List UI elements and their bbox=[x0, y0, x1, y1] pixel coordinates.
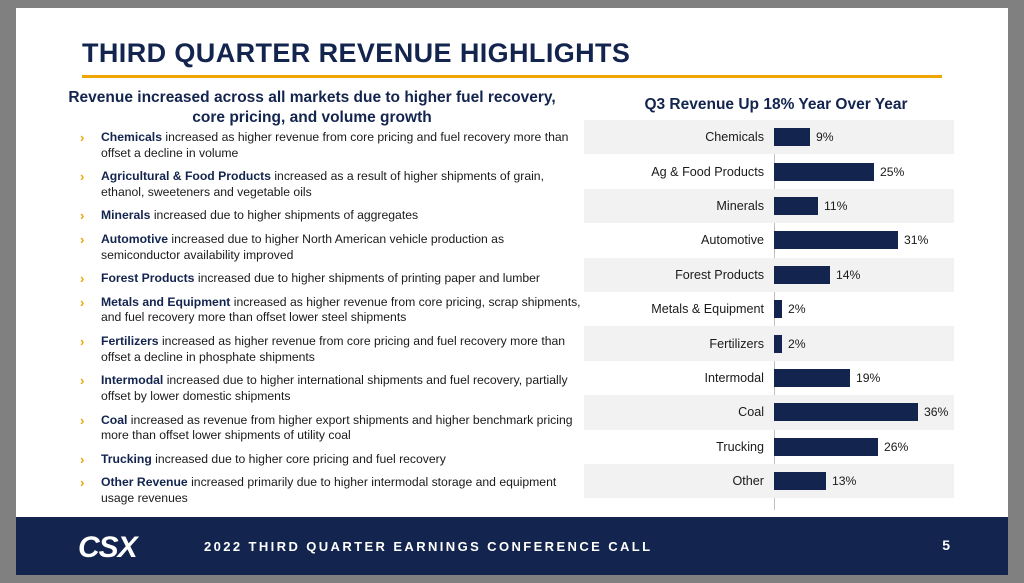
chart-value-label: 2% bbox=[788, 336, 806, 351]
list-item bbox=[74, 452, 584, 468]
footer-background-right bbox=[856, 517, 1008, 575]
chart-row bbox=[584, 361, 954, 395]
chart-row bbox=[584, 120, 954, 154]
chart-row bbox=[584, 395, 954, 429]
list-item-text: increased as a result of higher shipments of grain, ethanol, sweeteners and vegetable oils bbox=[101, 169, 544, 199]
chart-category-label: Automotive bbox=[701, 233, 764, 248]
chart-bar bbox=[774, 300, 782, 318]
chevron-right-icon: › bbox=[80, 373, 85, 389]
chart-title: Q3 Revenue Up 18% Year Over Year bbox=[644, 96, 908, 113]
chart-bar bbox=[774, 369, 850, 387]
highlights-list bbox=[74, 130, 584, 515]
list-item bbox=[74, 475, 584, 506]
slide bbox=[16, 8, 1008, 575]
chart-bar-area bbox=[774, 154, 954, 188]
chart-bar-area bbox=[774, 326, 954, 360]
chevron-right-icon: › bbox=[80, 475, 85, 491]
chart-row bbox=[584, 154, 954, 188]
list-item-text: increased due to higher shipments of printing paper and lumber bbox=[194, 271, 540, 286]
chevron-right-icon: › bbox=[80, 130, 85, 145]
list-item bbox=[74, 271, 584, 287]
chart-bar bbox=[774, 128, 810, 146]
list-item-text: increased as higher revenue from core pricing and fuel recovery more than offset a decline in volume bbox=[101, 130, 569, 160]
chart-bar bbox=[774, 403, 918, 421]
list-item bbox=[74, 373, 584, 404]
chart-row bbox=[584, 223, 954, 257]
chevron-right-icon: › bbox=[80, 294, 85, 310]
title-divider bbox=[82, 75, 942, 78]
chart-bar-area bbox=[774, 292, 954, 326]
left-column-heading: Revenue increased across all markets due to higher fuel recovery, core pricing, and volume growth bbox=[68, 89, 556, 127]
list-item-term: Coal bbox=[101, 412, 128, 427]
chart-category-label: Other bbox=[732, 474, 764, 489]
chart-bar-area bbox=[774, 430, 954, 464]
slide-footer bbox=[16, 517, 1008, 575]
chart-bar bbox=[774, 438, 878, 456]
list-item-term: Intermodal bbox=[101, 373, 164, 388]
footer-label: 2022 THIRD QUARTER EARNINGS CONFERENCE CALL bbox=[204, 539, 653, 554]
chart-rows bbox=[584, 120, 954, 498]
chart-bar-area bbox=[774, 223, 954, 257]
chart-value-label: 26% bbox=[884, 439, 909, 454]
chevron-right-icon: › bbox=[80, 271, 85, 287]
list-item-term: Other Revenue bbox=[101, 475, 188, 490]
list-item-term: Chemicals bbox=[101, 130, 162, 144]
list-item bbox=[74, 208, 584, 224]
chart-bar bbox=[774, 335, 782, 353]
list-item-term: Metals and Equipment bbox=[101, 294, 231, 309]
list-item bbox=[74, 169, 584, 200]
chart-row bbox=[584, 292, 954, 326]
list-item-term: Forest Products bbox=[101, 271, 195, 286]
chart-value-label: 19% bbox=[856, 370, 881, 385]
chart-bar bbox=[774, 472, 826, 490]
chart-value-label: 25% bbox=[880, 164, 905, 179]
list-item-text: increased as higher revenue from core pricing and fuel recovery more than offset a decline in phosphate shipments bbox=[101, 334, 566, 364]
chart-row bbox=[584, 464, 954, 498]
list-item-text: increased due to higher core pricing and fuel recovery bbox=[151, 451, 446, 466]
list-item-text: increased due to higher shipments of aggregates bbox=[150, 208, 419, 223]
chart-row bbox=[584, 326, 954, 360]
list-item bbox=[74, 334, 584, 365]
chevron-right-icon: › bbox=[80, 412, 85, 428]
chevron-right-icon: › bbox=[80, 334, 85, 350]
chart-category-label: Trucking bbox=[716, 439, 764, 454]
chart-bar-area bbox=[774, 361, 954, 395]
chart-category-label: Fertilizers bbox=[709, 336, 764, 351]
chart-bar bbox=[774, 266, 830, 284]
list-item-text: increased due to higher North American vehicle production as semiconductor availability improved bbox=[101, 232, 505, 262]
chart-row bbox=[584, 430, 954, 464]
chart-value-label: 14% bbox=[836, 267, 861, 282]
chevron-right-icon: › bbox=[80, 451, 85, 467]
chart-bar-area bbox=[774, 120, 954, 154]
chart-bar-area bbox=[774, 258, 954, 292]
list-item-text: increased due to higher international shipments and fuel recovery, partially offset by lower domestic shipments bbox=[101, 373, 568, 403]
chart-category-label: Forest Products bbox=[675, 267, 764, 282]
csx-logo: CSX bbox=[78, 531, 137, 564]
chart-category-label: Chemicals bbox=[705, 130, 764, 145]
chevron-right-icon: › bbox=[80, 232, 85, 248]
chart-category-label: Minerals bbox=[716, 198, 764, 213]
list-item-term: Fertilizers bbox=[101, 334, 159, 349]
chart-category-label: Ag & Food Products bbox=[651, 164, 764, 179]
chart-bar-area bbox=[774, 395, 954, 429]
list-item-text: increased primarily due to higher intermodal storage and equipment usage revenues bbox=[101, 475, 557, 505]
list-item-text: increased as higher revenue from core pricing, scrap shipments, and fuel recovery more than offset lower steel shipments bbox=[101, 294, 581, 325]
chevron-right-icon: › bbox=[80, 208, 85, 224]
chart-category-label: Intermodal bbox=[704, 370, 764, 385]
chart-value-label: 2% bbox=[788, 302, 806, 317]
list-item-term: Agricultural & Food Products bbox=[101, 169, 271, 184]
chart-bar bbox=[774, 163, 874, 181]
chart-value-label: 9% bbox=[816, 130, 834, 145]
chart-row bbox=[584, 258, 954, 292]
chart-category-label: Coal bbox=[738, 405, 764, 420]
chart-row bbox=[584, 189, 954, 223]
chart-bar bbox=[774, 197, 818, 215]
list-item-term: Automotive bbox=[101, 232, 169, 247]
list-item bbox=[74, 130, 584, 161]
chart-bar-area bbox=[774, 189, 954, 223]
list-item-text: increased as revenue from higher export shipments and higher benchmark pricing more than offset lower shipments of utility coal bbox=[101, 412, 573, 443]
page-title: THIRD QUARTER REVENUE HIGHLIGHTS bbox=[82, 38, 631, 68]
chart-value-label: 13% bbox=[832, 474, 857, 489]
revenue-bar-chart bbox=[584, 120, 954, 510]
chart-bar-area bbox=[774, 464, 954, 498]
page-number: 5 bbox=[942, 537, 950, 553]
list-item bbox=[74, 295, 584, 326]
chart-value-label: 11% bbox=[824, 198, 848, 213]
chart-category-label: Metals & Equipment bbox=[651, 302, 764, 317]
chart-value-label: 31% bbox=[904, 233, 929, 248]
list-item-term: Trucking bbox=[101, 451, 152, 466]
chart-value-label: 36% bbox=[924, 405, 949, 420]
chevron-right-icon: › bbox=[80, 169, 85, 185]
chart-bar bbox=[774, 231, 898, 249]
list-item-term: Minerals bbox=[101, 208, 151, 223]
list-item bbox=[74, 413, 584, 444]
list-item bbox=[74, 232, 584, 263]
